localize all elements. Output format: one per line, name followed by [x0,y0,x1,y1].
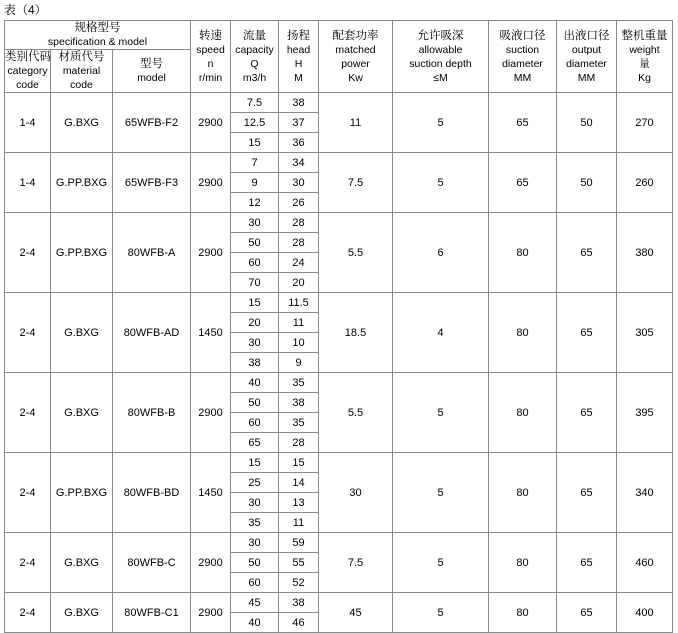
header-material-code-cn: 材质代号 [58,51,105,63]
table-row [5,533,673,553]
cell-category-code: 2-4 [5,453,51,533]
cell-capacity: 40 [231,613,279,633]
cell-head: 34 [279,153,319,173]
cell-capacity: 30 [231,493,279,513]
header-model-cn: 型号 [140,58,163,70]
cell-weight: 400 [617,593,673,633]
cell-weight: 395 [617,373,673,453]
cell-category-code: 2-4 [5,373,51,453]
cell-capacity: 30 [231,533,279,553]
header-suction-diameter [489,21,557,93]
header-capacity [231,21,279,93]
table-row [5,453,673,473]
cell-model: 80WFB-C1 [113,593,191,633]
cell-capacity: 25 [231,473,279,493]
cell-head: 38 [279,393,319,413]
cell-head: 13 [279,493,319,513]
cell-capacity: 15 [231,133,279,153]
cell-category-code: 2-4 [5,533,51,593]
cell-speed: 2900 [191,153,231,213]
cell-weight: 340 [617,453,673,533]
table-row [5,213,673,233]
cell-allowable-suction-depth: 5 [393,93,489,153]
header-matched-power-unit: Kw [348,71,363,84]
cell-capacity: 65 [231,433,279,453]
table-row [5,153,673,173]
cell-head: 38 [279,593,319,613]
cell-category-code: 2-4 [5,293,51,373]
header-speed-cn: 转速 [199,29,222,42]
cell-capacity: 50 [231,553,279,573]
header-weight-unit: Kg [638,71,651,84]
cell-matched-power: 7.5 [319,533,393,593]
table-body [5,93,673,633]
header-head-symbol: H [294,57,303,70]
cell-head: 26 [279,193,319,213]
cell-head: 28 [279,433,319,453]
cell-capacity: 50 [231,393,279,413]
cell-capacity: 30 [231,213,279,233]
cell-output-diameter: 65 [557,213,617,293]
table-row [5,593,673,613]
cell-allowable-suction-depth: 5 [393,453,489,533]
cell-head: 28 [279,213,319,233]
header-category-code-en1: category [7,65,48,77]
cell-allowable-suction-depth: 6 [393,213,489,293]
cell-material-code: G.BXG [51,593,113,633]
header-output-diameter-en2: diameter [566,57,607,70]
pump-specification-table [4,20,673,633]
cell-material-code: G.PP.BXG [51,153,113,213]
header-weight-en1: weight [629,43,660,56]
cell-capacity: 7.5 [231,93,279,113]
cell-weight: 460 [617,533,673,593]
cell-model: 80WFB-AD [113,293,191,373]
cell-matched-power: 30 [319,453,393,533]
header-category-code-cn: 类别代码 [5,51,51,63]
cell-capacity: 38 [231,353,279,373]
cell-head: 55 [279,553,319,573]
cell-suction-diameter: 80 [489,533,557,593]
cell-capacity: 60 [231,253,279,273]
cell-material-code: G.PP.BXG [51,213,113,293]
cell-head: 35 [279,373,319,393]
header-specification-model-en: specification & model [47,36,148,48]
cell-speed: 2900 [191,533,231,593]
cell-output-diameter: 50 [557,93,617,153]
header-suction-diameter-unit: MM [513,71,532,84]
header-capacity-en: capacity [235,43,274,56]
cell-capacity: 20 [231,313,279,333]
header-category-code-en2: code [16,79,39,91]
cell-category-code: 2-4 [5,213,51,293]
cell-capacity: 35 [231,513,279,533]
cell-weight: 270 [617,93,673,153]
header-head [279,21,319,93]
cell-model: 80WFB-B [113,373,191,453]
header-speed-unit: r/min [198,71,223,84]
cell-model: 80WFB-A [113,213,191,293]
cell-head: 52 [279,573,319,593]
cell-suction-diameter: 80 [489,373,557,453]
cell-category-code: 1-4 [5,93,51,153]
cell-suction-diameter: 80 [489,213,557,293]
table-row [5,293,673,313]
header-capacity-unit: m3/h [242,71,267,84]
cell-head: 10 [279,333,319,353]
cell-suction-diameter: 80 [489,593,557,633]
header-capacity-cn: 流量 [243,29,266,42]
cell-head: 9 [279,353,319,373]
header-allowable-suction-depth [393,21,489,93]
cell-capacity: 60 [231,413,279,433]
cell-head: 15 [279,453,319,473]
table-header [5,21,673,93]
cell-head: 24 [279,253,319,273]
table-row [5,93,673,113]
cell-material-code: G.BXG [51,373,113,453]
cell-material-code: G.BXG [51,533,113,593]
header-output-diameter-cn: 出液口径 [563,29,610,42]
cell-category-code: 2-4 [5,593,51,633]
cell-weight: 260 [617,153,673,213]
header-speed-symbol: n [207,57,214,70]
cell-matched-power: 45 [319,593,393,633]
header-output-diameter-en1: output [571,43,602,56]
header-specification-model [5,21,191,50]
cell-matched-power: 5.5 [319,213,393,293]
cell-output-diameter: 65 [557,453,617,533]
cell-capacity: 12 [231,193,279,213]
cell-suction-diameter: 80 [489,293,557,373]
cell-speed: 2900 [191,213,231,293]
header-speed [191,21,231,93]
cell-category-code: 1-4 [5,153,51,213]
cell-allowable-suction-depth: 5 [393,533,489,593]
header-suction-diameter-cn: 吸液口径 [499,29,546,42]
header-matched-power-en2: power [341,57,370,70]
cell-head: 37 [279,113,319,133]
header-model-en: model [137,72,166,84]
header-model [113,50,191,93]
cell-head: 59 [279,533,319,553]
header-suction-depth-unit: ≤M [433,71,448,84]
cell-allowable-suction-depth: 5 [393,153,489,213]
cell-speed: 1450 [191,453,231,533]
header-matched-power-cn: 配套功率 [332,29,379,42]
cell-model: 65WFB-F3 [113,153,191,213]
cell-weight: 380 [617,213,673,293]
header-matched-power-en1: matched [335,43,376,56]
cell-matched-power: 11 [319,93,393,153]
header-weight-cn: 整机重量 [621,29,668,42]
header-output-diameter-unit: MM [577,71,596,84]
header-head-cn: 扬程 [287,29,310,42]
cell-weight: 305 [617,293,673,373]
cell-capacity: 70 [231,273,279,293]
cell-output-diameter: 65 [557,373,617,453]
header-head-en: head [286,43,311,56]
cell-head: 28 [279,233,319,253]
cell-head: 38 [279,93,319,113]
cell-suction-diameter: 80 [489,453,557,533]
cell-capacity: 40 [231,373,279,393]
cell-matched-power: 5.5 [319,373,393,453]
cell-material-code: G.BXG [51,293,113,373]
cell-capacity: 50 [231,233,279,253]
header-material-code-en1: material [62,65,101,77]
header-suction-diameter-en2: diameter [502,57,543,70]
cell-matched-power: 7.5 [319,153,393,213]
cell-capacity: 15 [231,293,279,313]
cell-model: 80WFB-C [113,533,191,593]
header-suction-depth-en2: suction depth [409,57,472,70]
table-caption: 表（4） [4,3,47,17]
table-header-row [5,21,673,50]
cell-allowable-suction-depth: 5 [393,373,489,453]
header-specification-model-cn: 规格型号 [74,22,121,34]
cell-capacity: 30 [231,333,279,353]
cell-head: 36 [279,133,319,153]
header-material-code-en2: code [70,79,93,91]
cell-head: 11 [279,313,319,333]
cell-output-diameter: 65 [557,533,617,593]
header-head-unit: M [294,71,303,84]
cell-head: 46 [279,613,319,633]
cell-suction-diameter: 65 [489,93,557,153]
cell-head: 11.5 [279,293,319,313]
cell-head: 35 [279,413,319,433]
cell-head: 20 [279,273,319,293]
cell-material-code: G.PP.BXG [51,453,113,533]
table-row [5,373,673,393]
cell-speed: 1450 [191,293,231,373]
header-capacity-symbol: Q [250,57,259,70]
cell-suction-diameter: 65 [489,153,557,213]
cell-speed: 2900 [191,373,231,453]
header-matched-power [319,21,393,93]
cell-model: 65WFB-F2 [113,93,191,153]
header-output-diameter [557,21,617,93]
cell-allowable-suction-depth: 4 [393,293,489,373]
cell-speed: 2900 [191,593,231,633]
cell-output-diameter: 50 [557,153,617,213]
cell-capacity: 12.5 [231,113,279,133]
header-speed-en: speed [196,43,225,56]
cell-output-diameter: 65 [557,293,617,373]
cell-matched-power: 18.5 [319,293,393,373]
header-weight [617,21,673,93]
cell-head: 14 [279,473,319,493]
cell-capacity: 7 [231,153,279,173]
header-material-code [51,50,113,93]
cell-speed: 2900 [191,93,231,153]
cell-model: 80WFB-BD [113,453,191,533]
header-suction-depth-en1: allowable [418,43,463,56]
cell-capacity: 9 [231,173,279,193]
cell-capacity: 45 [231,593,279,613]
cell-capacity: 15 [231,453,279,473]
header-category-code [5,50,51,93]
cell-allowable-suction-depth: 5 [393,593,489,633]
cell-head: 30 [279,173,319,193]
cell-output-diameter: 65 [557,593,617,633]
cell-material-code: G.BXG [51,93,113,153]
cell-capacity: 60 [231,573,279,593]
header-suction-depth-cn: 允许吸深 [417,29,464,42]
cell-head: 11 [279,513,319,533]
header-weight-en2: 量 [639,57,650,70]
header-suction-diameter-en1: suction [505,43,540,56]
